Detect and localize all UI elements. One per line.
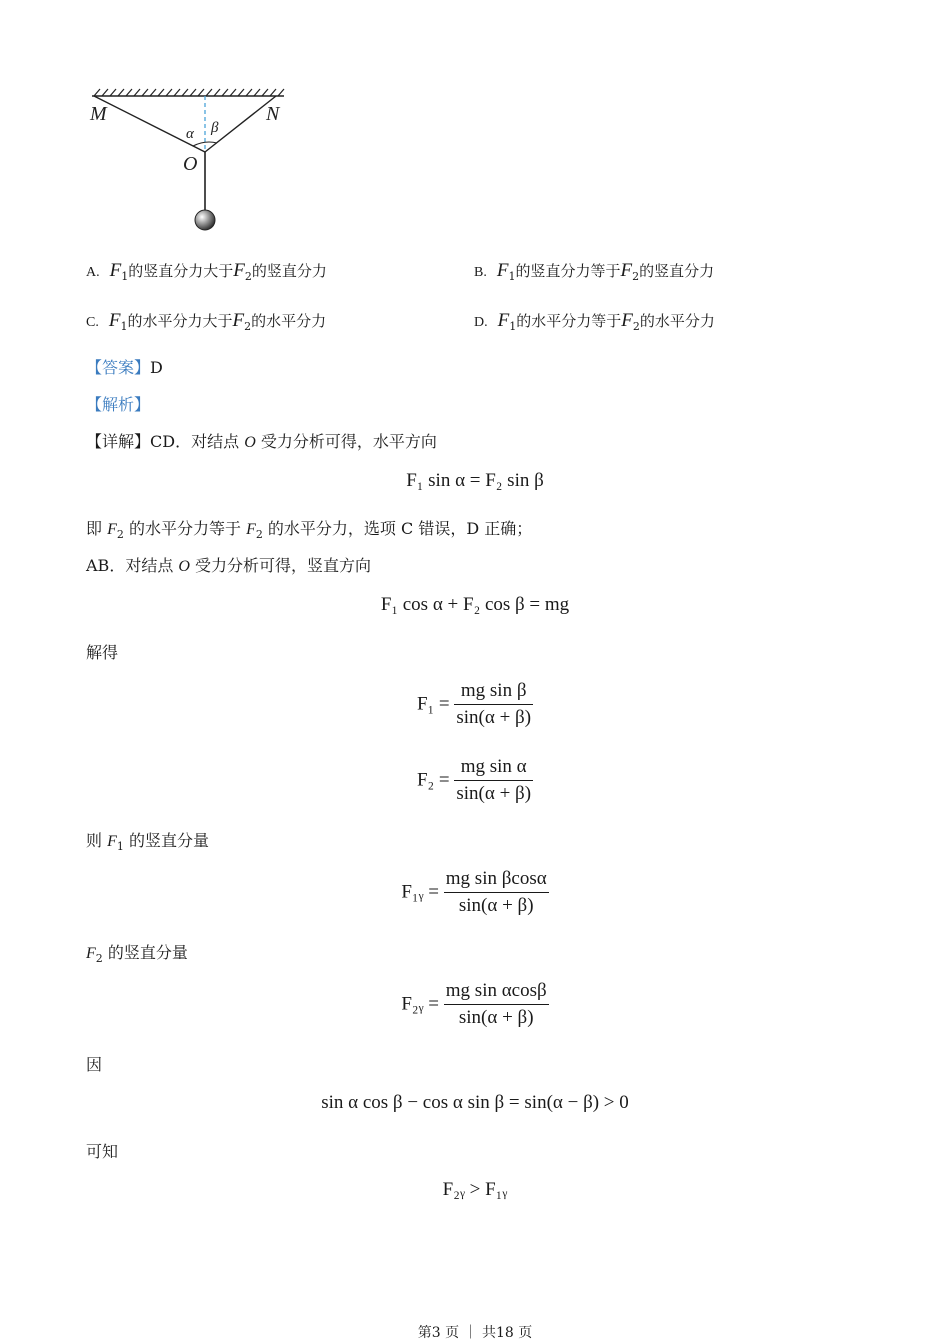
f2-subscript: 2 bbox=[632, 270, 640, 283]
f1-symbol: F bbox=[108, 310, 121, 331]
subscript: 2 bbox=[255, 528, 263, 542]
denominator: sin(α + β) bbox=[458, 1007, 534, 1028]
f2-symbol: F bbox=[620, 260, 633, 281]
option-text-end: 的水平分力 bbox=[639, 312, 715, 330]
subscript: 2 bbox=[116, 528, 124, 542]
f1-symbol: F bbox=[109, 260, 122, 281]
option-text: 的竖直分力等于 bbox=[515, 262, 621, 280]
fraction bbox=[454, 680, 533, 729]
option-text-end: 的竖直分力 bbox=[251, 262, 327, 280]
pendulum-diagram bbox=[80, 80, 300, 240]
option-b[interactable] bbox=[474, 260, 714, 283]
detail-tag: 【详解】 bbox=[86, 432, 151, 451]
detail-line-3 bbox=[86, 553, 371, 576]
equation-lhs: F₁ = bbox=[416, 693, 450, 715]
f2-symbol: F bbox=[232, 310, 245, 331]
equation-8 bbox=[0, 1179, 950, 1201]
f-symbol: F bbox=[107, 833, 117, 850]
option-text-end: 的竖直分力 bbox=[639, 262, 715, 280]
option-c[interactable] bbox=[86, 310, 326, 333]
numerator: mg sin αcosβ bbox=[444, 980, 549, 1005]
option-text-end: 的水平分力 bbox=[251, 312, 327, 330]
equation-lhs: F₂ᵧ = bbox=[401, 993, 440, 1015]
ball bbox=[195, 210, 215, 230]
option-letter: C. bbox=[86, 315, 99, 330]
point-o: O bbox=[244, 434, 256, 451]
f-symbol: F bbox=[246, 521, 256, 538]
analysis-line bbox=[86, 392, 150, 415]
equation-6 bbox=[0, 980, 950, 1029]
equation-text: sin α cos β − cos α sin β = sin(α − β) > 0 bbox=[321, 1092, 629, 1113]
rope-om bbox=[94, 96, 205, 152]
point-o: O bbox=[178, 558, 190, 575]
equation-text: F₁ cos α + F₂ cos β = mg bbox=[380, 594, 570, 615]
option-d[interactable] bbox=[474, 310, 715, 333]
detail-line-8 bbox=[86, 1139, 118, 1162]
option-letter: B. bbox=[474, 265, 487, 280]
f1-symbol: F bbox=[497, 310, 510, 331]
equation-3 bbox=[0, 680, 950, 729]
label-beta: β bbox=[211, 120, 219, 136]
detail-line-4 bbox=[86, 640, 118, 663]
f1-subscript: 1 bbox=[120, 320, 128, 333]
denominator: sin(α + β) bbox=[456, 783, 532, 804]
text: 的水平分力等于 bbox=[123, 519, 247, 538]
equation-5 bbox=[0, 868, 950, 917]
f2-subscript: 2 bbox=[244, 270, 252, 283]
page-footer bbox=[0, 1322, 950, 1342]
label-m: M bbox=[90, 103, 107, 125]
equation-text: F₂ᵧ > F₁ᵧ bbox=[442, 1179, 508, 1200]
f-symbol: F bbox=[107, 521, 117, 538]
equation-1 bbox=[0, 470, 950, 492]
fraction bbox=[444, 868, 549, 917]
label-o: O bbox=[183, 153, 198, 175]
text: AB．对结点 bbox=[86, 556, 179, 575]
text: 的竖直分量 bbox=[123, 831, 209, 850]
f1-subscript: 1 bbox=[121, 270, 129, 283]
detail-line-5 bbox=[86, 828, 209, 853]
text: 受力分析可得，竖直方向 bbox=[189, 556, 372, 575]
f1-symbol: F bbox=[496, 260, 509, 281]
f2-symbol: F bbox=[233, 260, 245, 281]
numerator: mg sin α bbox=[454, 756, 533, 781]
answer-value: D bbox=[150, 358, 163, 377]
detail-line-7 bbox=[86, 1052, 102, 1075]
f2-symbol: F bbox=[621, 310, 633, 331]
f2-subscript: 2 bbox=[632, 320, 640, 333]
equation-lhs: F₂ = bbox=[416, 769, 450, 791]
text: 则 bbox=[86, 831, 108, 850]
text: 因 bbox=[86, 1055, 103, 1074]
answer-tag: 【答案】 bbox=[86, 358, 151, 377]
detail-line-1 bbox=[86, 429, 437, 452]
numerator: mg sin βcosα bbox=[444, 868, 549, 893]
option-text: 的竖直分力大于 bbox=[128, 262, 234, 280]
f1-subscript: 1 bbox=[509, 320, 517, 333]
page-number: 第3 页 ｜ 共18 页 bbox=[417, 1325, 533, 1341]
subscript: 1 bbox=[116, 840, 124, 854]
denominator: sin(α + β) bbox=[458, 895, 534, 916]
text: CD．对结点 bbox=[150, 432, 245, 451]
fraction bbox=[454, 756, 533, 805]
equation-lhs: F₁ᵧ = bbox=[401, 881, 440, 903]
option-text: 的水平分力大于 bbox=[127, 312, 233, 330]
analysis-tag: 【解析】 bbox=[86, 395, 151, 414]
text: 解得 bbox=[86, 643, 119, 662]
label-n: N bbox=[266, 103, 280, 125]
answer-line bbox=[86, 355, 163, 378]
option-letter: A. bbox=[86, 265, 100, 280]
subscript: 2 bbox=[95, 952, 103, 966]
option-letter: D. bbox=[474, 315, 488, 330]
equation-2 bbox=[0, 594, 950, 616]
option-a[interactable] bbox=[86, 260, 327, 283]
detail-line-6 bbox=[86, 940, 188, 965]
text: 的竖直分量 bbox=[102, 943, 188, 962]
f1-subscript: 1 bbox=[508, 270, 516, 283]
label-alpha: α bbox=[186, 126, 194, 142]
ceiling-hatch bbox=[94, 89, 284, 96]
equation-text: F₁ sin α = F₂ sin β bbox=[406, 470, 544, 491]
text: 的水平分力，选项 C 错误，D 正确； bbox=[262, 519, 533, 538]
f-symbol: F bbox=[86, 945, 96, 962]
text: 即 bbox=[86, 519, 108, 538]
equation-7 bbox=[0, 1092, 950, 1114]
option-text: 的水平分力等于 bbox=[516, 312, 622, 330]
text: 受力分析可得，水平方向 bbox=[255, 432, 437, 451]
numerator: mg sin β bbox=[454, 680, 533, 705]
denominator: sin(α + β) bbox=[456, 707, 532, 728]
fraction bbox=[444, 980, 549, 1029]
f2-subscript: 2 bbox=[244, 320, 252, 333]
text: 可知 bbox=[86, 1142, 119, 1161]
equation-4 bbox=[0, 756, 950, 805]
detail-line-2 bbox=[86, 516, 532, 541]
